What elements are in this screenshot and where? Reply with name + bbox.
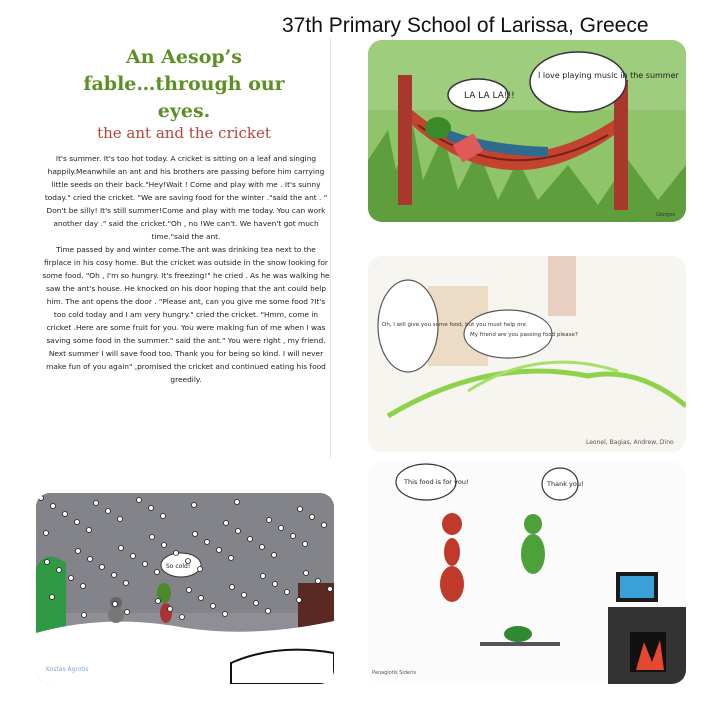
snowflake [75,520,80,525]
snowflake [131,554,136,559]
snowflake [267,518,272,523]
snowflake [94,501,99,506]
summer-signature: Giorgos [656,212,676,218]
snowflake [149,506,154,511]
snowflake [143,562,148,567]
ant-house-bubble-1: Oh, I will give you some food, but you must help me. [382,322,528,328]
snowflake [316,579,321,584]
snowflake [261,574,266,579]
snowflake [298,507,303,512]
snowflake [45,560,50,565]
snowflake [69,576,74,581]
snowflake [118,517,123,522]
story-paragraph-summer: It's summer. It's too hot today. A cricket is sitting on a leaf and singing happily.Meanwhile an ant and his brothers are passing before him carrying little seeds on their back."Hey!Wait ! Come and play with me . It's sunny today." cried the cricket. "We are saving food for the winter ."said the ant . " Don't be silly! It's still summer!Come and play with me today. You can work another day ." said the cricket."Oh , no !We can't. We haven't got much time."said the ant. [44,154,328,241]
winter-bubble: So cold! [166,563,191,570]
snowflake [113,602,118,607]
fable-title-line-3: eyes. [157,100,211,122]
snowflake [124,581,129,586]
snowflake [168,607,173,612]
snowflake [119,546,124,551]
snowflake [106,509,111,514]
snowflake [304,571,309,576]
drawing-cricket-hammock [368,40,686,222]
snowflake [328,587,333,592]
snowflake [186,559,191,564]
fable-title-line-1: An Aesop’s [126,46,242,68]
fable-subtitle: the ant and the cricket [97,124,271,142]
snowflake [156,599,161,604]
snowflake [291,534,296,539]
snowflake [82,613,87,618]
snowflake [260,545,265,550]
snowflake [205,540,210,545]
snowflake [230,585,235,590]
drawing-cricket-snow-art [36,493,334,684]
snowflake [273,582,278,587]
snowflake [236,529,241,534]
snowflake [297,598,302,603]
snowflake [44,531,49,536]
snowflake [150,535,155,540]
snowflake [187,588,192,593]
snowflake [254,601,259,606]
snowflake [39,496,44,501]
summer-bubble-1: LA LA LA!!! [464,91,515,101]
snowflake [224,521,229,526]
snowflake [223,612,228,617]
snowflake [279,526,284,531]
drawing-cricket-hammock-art [368,40,686,222]
snowflake [81,584,86,589]
inside-signature: Panagiotis Sideris [372,670,417,676]
snowflake [198,567,203,572]
snowflake [217,548,222,553]
snowflake [155,570,160,575]
snowflake [112,573,117,578]
snowflake [100,565,105,570]
snowflake [192,503,197,508]
drawing-ant-house-art [368,256,686,452]
snowflake [76,549,81,554]
snowflake [51,504,56,509]
drawing-ant-inside-art [368,462,686,684]
snowflake [266,609,271,614]
snowflake [174,551,179,556]
story-panel [38,38,331,458]
snowflake [248,537,253,542]
ant-house-bubble-2: My friend are you passing food please? [470,332,578,338]
snowflake [87,528,92,533]
snowflake [57,568,62,573]
drawing-ant-inside [368,462,686,684]
snowflake [162,543,167,548]
inside-bubble-2: Thank you! [547,480,584,488]
snowflake [88,557,93,562]
snowflake [161,514,166,519]
snowflake [235,500,240,505]
drawing-cricket-snow [36,493,334,684]
snowflake [199,596,204,601]
snowflake [285,590,290,595]
snowflake [137,498,142,503]
snowflake [211,604,216,609]
snowflake [193,532,198,537]
snowflake [50,595,55,600]
snowflake [180,615,185,620]
inside-bubble-1: This food is for you! [404,478,469,486]
summer-bubble-2: I love playing music in the summer [538,71,679,80]
snowflake [229,556,234,561]
snowflake [125,610,130,615]
winter-signature: Kostas Agrotis [46,666,89,673]
snowflake [310,515,315,520]
story-paragraph-winter: Time passed by and winter come.The ant was drinking tea next to the firplace in his cosy home. But the cricket was outside in the snow looking for some food. "Oh , I'm so hungry. It's freezing!" he cried . As he was walking he saw the ant's house. He knocked on his door hoping that the ant could help him. The ant opens the door . "Please ant, can you give me some food ?It's too cold today and I am very hungry." cried the cricket. "Hmm, come in cricket .Here are some fruit for you. You were making fun of me when I was saving some food in the summer." said the ant." You were right , my friend. Next summer I will save food too. Thank you for being so kind. I will never make fun of you again" ,promised the cricket and continued eating his food greedily. [42,245,330,384]
snowflake [303,542,308,547]
snowflake [322,523,327,528]
snowflake [272,553,277,558]
ant-house-names: Leonel, Bagias, Andrew, Dino [586,439,674,446]
school-title: 37th Primary School of Larissa, Greece [282,14,649,37]
snowflake [242,593,247,598]
snowflake [63,512,68,517]
drawing-ant-house [368,256,686,452]
fable-title-line-2: fable…through our [83,73,285,95]
story-text [42,152,330,386]
